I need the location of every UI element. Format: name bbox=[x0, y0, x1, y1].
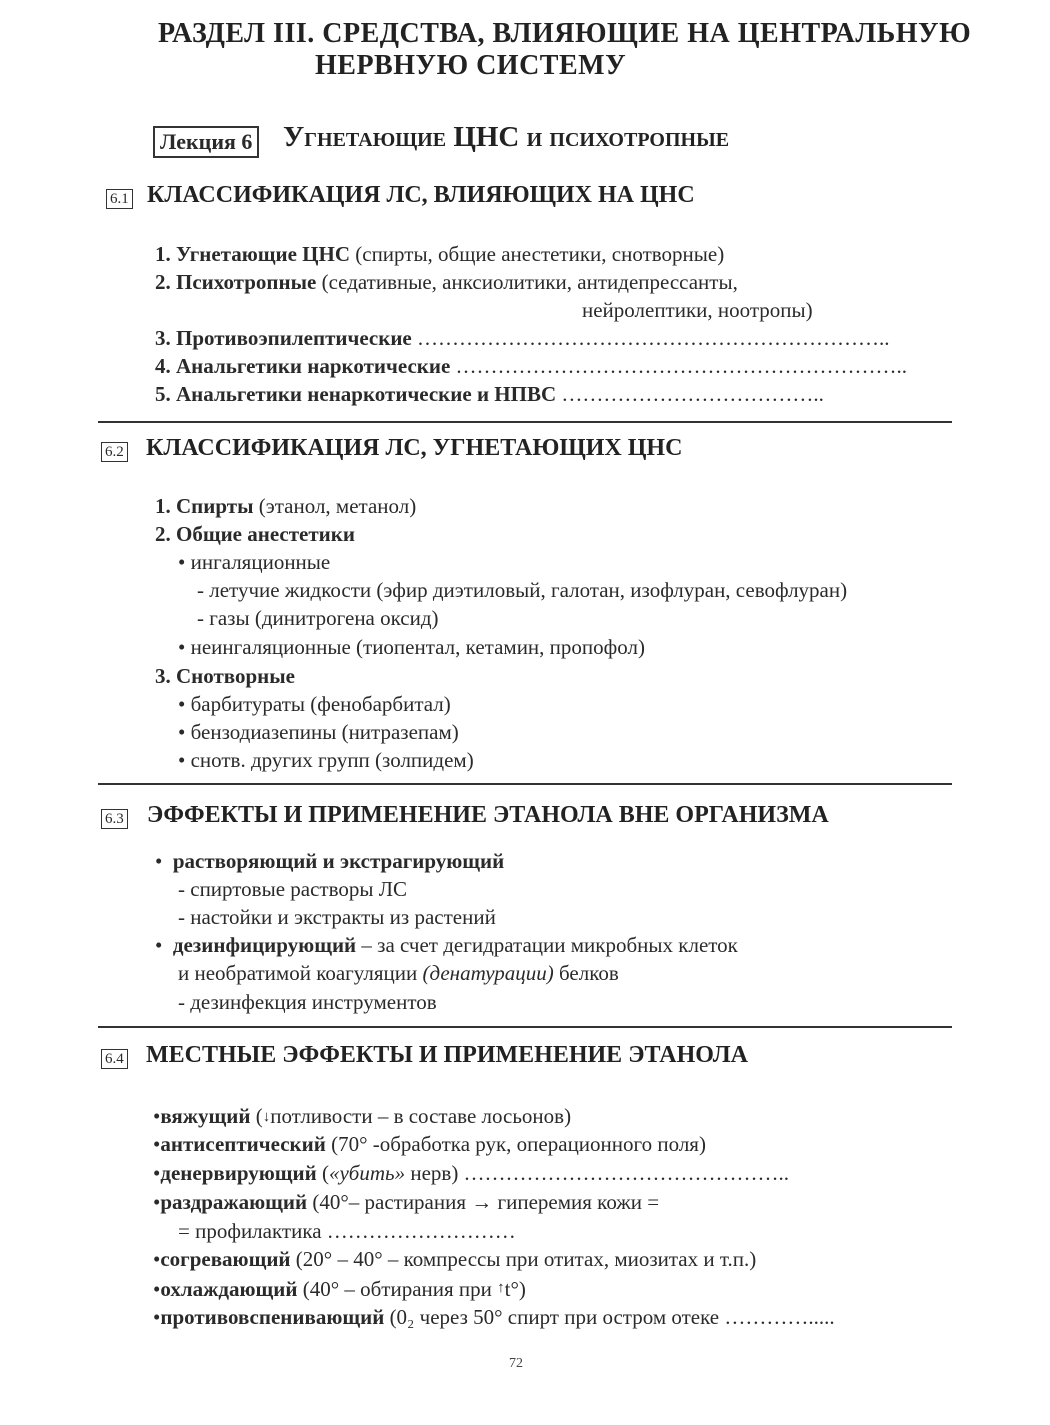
list-item: •охлаждающий (40° – обтирания при ↑t°) bbox=[153, 1274, 526, 1303]
list-item-continuation: = профилактика ……………………… bbox=[178, 1219, 516, 1243]
list-item: • барбитураты (фенобарбитал) bbox=[178, 692, 451, 716]
section-title-6-2: КЛАССИФИКАЦИЯ ЛС, УГНЕТАЮЩИХ ЦНС bbox=[146, 435, 683, 461]
list-item: •противовспенивающий (0₂ через 50° спирт при остром отеке …………..... bbox=[153, 1305, 835, 1329]
list-item: - спиртовые растворы ЛС bbox=[178, 877, 407, 901]
divider bbox=[98, 783, 952, 785]
list-item: •раздражающий (40°– растирания → гиперемия кожи = bbox=[153, 1190, 660, 1214]
section-heading-line1: РАЗДЕЛ III. СРЕДСТВА, ВЛИЯЮЩИЕ НА ЦЕНТРАЛЬНУЮ bbox=[158, 18, 972, 49]
list-item: • снотв. других групп (золпидем) bbox=[178, 748, 474, 772]
section-title-6-3: ЭФФЕКТЫ И ПРИМЕНЕНИЕ ЭТАНОЛА ВНЕ ОРГАНИЗМА bbox=[147, 802, 829, 828]
list-item-continuation: нейролептики, ноотропы) bbox=[582, 298, 813, 322]
list-item: •согревающий (20° – 40° – компрессы при отитах, миозитах и т.п.) bbox=[153, 1247, 757, 1271]
list-item: 1. Спирты (этанол, метанол) bbox=[155, 494, 417, 518]
section-number-6-2: 6.2 bbox=[101, 442, 128, 462]
list-item: • неингаляционные (тиопентал, кетамин, пропофол) bbox=[178, 635, 645, 659]
lecture-label: Лекция 6 bbox=[153, 126, 259, 158]
section-heading-line2: НЕРВНУЮ СИСТЕМУ bbox=[315, 50, 627, 81]
list-item: •вяжущий (↓потливости – в составе лосьонов) bbox=[153, 1102, 571, 1131]
list-item: • растворяющий и экстрагирующий bbox=[155, 849, 505, 873]
list-item: - летучие жидкости (эфир диэтиловый, галотан, изофлуран, севофлуран) bbox=[197, 578, 848, 602]
page-number: 72 bbox=[509, 1356, 523, 1371]
section-title-6-4: МЕСТНЫЕ ЭФФЕКТЫ И ПРИМЕНЕНИЕ ЭТАНОЛА bbox=[146, 1042, 748, 1068]
list-item: •денервирующий («убить» нерв) ……………………………………….. bbox=[153, 1161, 790, 1185]
divider bbox=[98, 421, 952, 423]
section-number-6-4: 6.4 bbox=[101, 1049, 128, 1069]
section-number-6-1: 6.1 bbox=[106, 189, 133, 209]
list-item: - дезинфекция инструментов bbox=[178, 990, 437, 1014]
list-item: •антисептический (70° -обработка рук, операционного поля) bbox=[153, 1132, 706, 1156]
lecture-title: Угнетающие ЦНС и психотропные bbox=[283, 121, 730, 153]
list-item: - настойки и экстракты из растений bbox=[178, 905, 496, 929]
list-item: 2. Общие анестетики bbox=[155, 522, 355, 546]
list-item: • дезинфицирующий – за счет дегидратации микробных клеток bbox=[155, 933, 738, 957]
arrow-down-icon: ↓ bbox=[262, 1109, 271, 1125]
list-item: 3. Противоэпилептические ………………………………………………………….. bbox=[155, 326, 890, 350]
list-item: 3. Снотворные bbox=[155, 664, 295, 688]
divider bbox=[98, 1026, 952, 1028]
section-title-6-1: КЛАССИФИКАЦИЯ ЛС, ВЛИЯЮЩИХ НА ЦНС bbox=[147, 182, 695, 208]
list-item: • ингаляционные bbox=[178, 550, 331, 574]
list-item: 1. Угнетающие ЦНС (спирты, общие анестетики, снотворные) bbox=[155, 242, 725, 266]
list-item: 2. Психотропные (седативные, анксиолитики, антидепрессанты, bbox=[155, 270, 738, 294]
list-item: 4. Анальгетики наркотические ……………………………………………………….. bbox=[155, 354, 908, 378]
list-item: и необратимой коагуляции (денатурации) белков bbox=[178, 961, 619, 985]
list-item: • бензодиазепины (нитразепам) bbox=[178, 720, 459, 744]
arrow-up-icon: ↑ bbox=[497, 1280, 505, 1296]
section-number-6-3: 6.3 bbox=[101, 809, 128, 829]
list-item: 5. Анальгетики ненаркотические и НПВС ……………………………….. bbox=[155, 382, 824, 406]
list-item: - газы (динитрогена оксид) bbox=[197, 606, 439, 630]
